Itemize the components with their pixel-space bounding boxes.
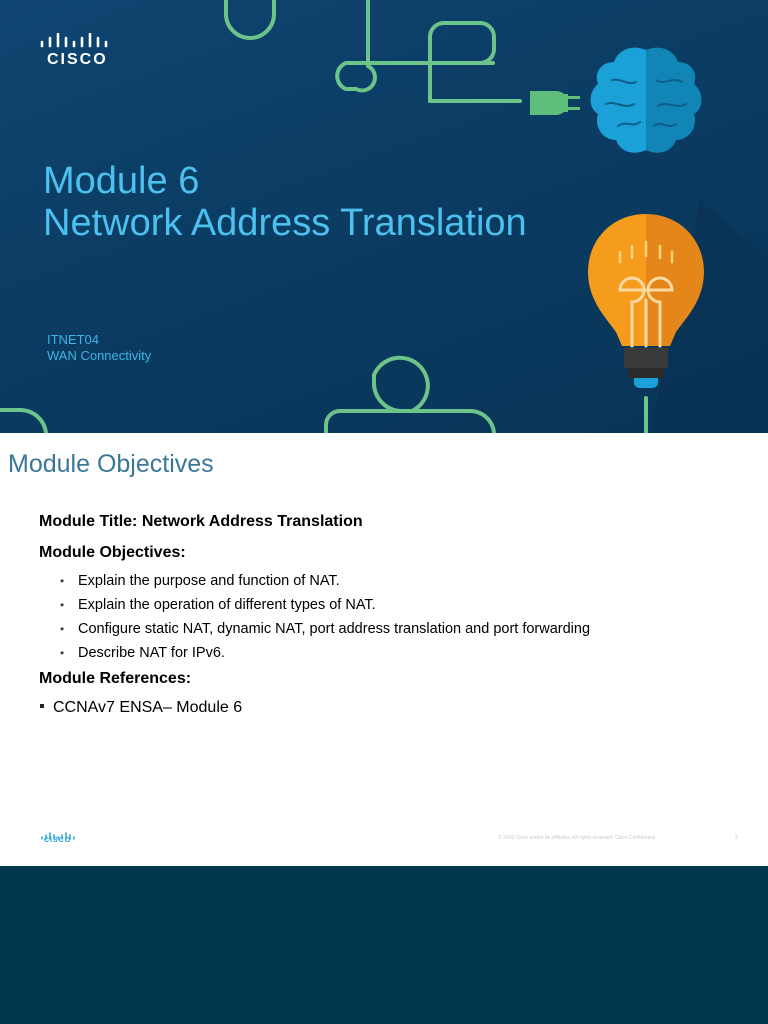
page-number: 2 bbox=[735, 835, 738, 841]
list-item bbox=[39, 569, 739, 593]
bullet-icon: • bbox=[60, 574, 65, 588]
module-name: Network Address Translation bbox=[43, 202, 527, 244]
footer-logo-text: CISCO bbox=[44, 837, 72, 844]
course-code: ITNET04 bbox=[47, 332, 100, 347]
list-item bbox=[39, 641, 739, 665]
list-item bbox=[39, 593, 739, 617]
objective-text: Explain the purpose and function of NAT. bbox=[78, 573, 340, 589]
bottom-background-panel bbox=[0, 866, 768, 1024]
course-name: WAN Connectivity bbox=[47, 348, 152, 363]
title-slide bbox=[0, 0, 768, 433]
slide-heading: Module Objectives bbox=[8, 450, 214, 478]
brain-icon bbox=[591, 48, 702, 153]
cisco-logo bbox=[40, 33, 110, 68]
objective-text: Configure static NAT, dynamic NAT, port address translation and port forwarding bbox=[78, 621, 591, 637]
reference-item bbox=[39, 698, 739, 718]
objectives-slide bbox=[0, 433, 768, 866]
copyright-text: © 2016 Cisco and/or its affiliates. All rights reserved. Cisco Confidential bbox=[498, 835, 656, 841]
cisco-bars-icon bbox=[40, 33, 110, 51]
references-label: Module References: bbox=[39, 670, 192, 687]
objective-text: Explain the operation of different types of NAT. bbox=[78, 597, 376, 613]
slide-title bbox=[43, 160, 527, 244]
bullet-icon: • bbox=[60, 598, 65, 612]
cisco-logo-text: CISCO bbox=[47, 51, 108, 68]
module-number: Module 6 bbox=[43, 160, 200, 202]
plug-icon bbox=[530, 91, 580, 115]
list-item bbox=[39, 617, 739, 641]
module-title-line: Module Title: Network Address Translation bbox=[39, 513, 363, 530]
objectives-body bbox=[39, 512, 739, 718]
bullet-icon: • bbox=[60, 622, 65, 636]
reference-text: CCNAv7 ENSA– Module 6 bbox=[53, 699, 243, 716]
course-info bbox=[47, 332, 151, 364]
bullet-icon: • bbox=[60, 646, 65, 660]
footer-cisco-logo bbox=[41, 828, 75, 846]
objectives-list bbox=[39, 569, 739, 665]
objective-text: Describe NAT for IPv6. bbox=[78, 645, 225, 661]
square-bullet-icon bbox=[40, 704, 44, 708]
objectives-label: Module Objectives: bbox=[39, 544, 186, 561]
